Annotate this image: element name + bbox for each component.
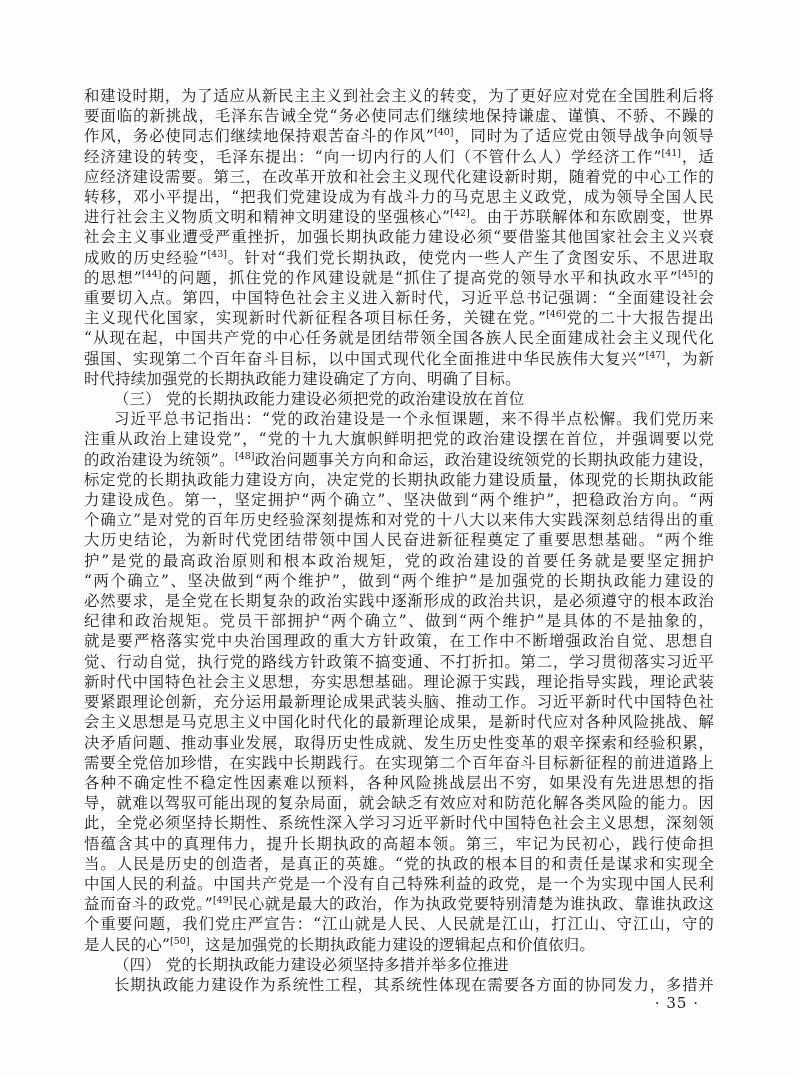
- text-line: 力建设成色。第一，坚定拥护“两个确立”、坚决做到“两个维护”，把稳政治方向。“两: [84, 491, 714, 510]
- text-line: 个重要问题，我们党庄严宣告：“江山就是人民、人民就是江山，打江山、守江山，守的: [84, 915, 714, 934]
- footnote-ref: [46]: [546, 309, 566, 321]
- footnote-ref: [50]: [170, 935, 190, 947]
- text-line: 的思想”[44]的问题，抓住党的作风建设就是“抓住了提高党的领导水平和执政水平”[45]的: [84, 268, 714, 287]
- text-line: 主义现代化国家，实现新时代新征程各项目标任务，关键在党。”[46]党的二十大报告提出: [84, 309, 714, 328]
- text-line: 就是要严格落实党中央治国理政的重大方针政策，在工作中不断增强政治自觉、思想自: [84, 632, 714, 651]
- text-line: 要紧跟理论创新，充分运用最新理论成果武装头脑、推动工作。习近平新时代中国特色社: [84, 693, 714, 712]
- text-line: 个确立”是对党的百年历史经验深刻提炼和对党的十八大以来伟大实践深刻总结得出的重: [84, 511, 714, 530]
- text-line: 注重从政治上建设党”，“党的十九大旗帜鲜明把党的政治建设摆在首位，并强调要以党: [84, 430, 714, 449]
- text-line: 中国人民的利益。中国共产党是一个没有自己特殊利益的政党，是一个为实现中国人民利: [84, 874, 714, 893]
- text-line: 会主义思想是马克思主义中国化时代化的最新理论成果，是新时代应对各种风险挑战、解: [84, 713, 714, 732]
- footnote-ref: [41]: [661, 147, 682, 159]
- footnote-ref: [43]: [207, 248, 227, 260]
- text-line: 护”是党的最高政治原则和根本政治规矩，党的政治建设的首要任务就是要坚定拥护: [84, 551, 714, 570]
- text-line: 标定党的长期执政能力建设方向，决定党的长期执政能力建设质量，体现党的长期执政能: [84, 470, 714, 489]
- footnote-ref: [45]: [677, 268, 698, 280]
- footnote-ref: [42]: [450, 208, 470, 220]
- text-line: 习近平总书记指出：“党的政治建设是一个永恒课题，来不得半点松懈。我们党历来: [114, 410, 714, 429]
- text-line: 当。人民是历史的创造者，是真正的英雄。“党的执政的根本目的和责任是谋求和实现全: [84, 854, 714, 873]
- text-line: 大历史结论，为新时代党团结带领中国人民奋进新征程奠定了重要思想基础。“两个维: [84, 531, 714, 550]
- article-body: [84, 86, 714, 995]
- text-line: 纪律和政治规矩。党员干部拥护“两个确立”、做到“两个维护”是具体的不是抽象的，: [84, 612, 714, 631]
- text-line: 强国、实现第二个百年奋斗目标，以中国式现代化全面推进中华民族伟大复兴”[47]，为新: [84, 349, 714, 368]
- text-line: “从现在起，中国共产党的中心任务就是团结带领全国各族人民全面建成社会主义现代化: [84, 329, 714, 348]
- text-line: 新时代中国特色社会主义思想，夯实思想基础。理论源于实践，理论指导实践，理论武装: [84, 672, 714, 691]
- text-line: 长期执政能力建设作为系统性工程，其系统性体现在需要各方面的协同发力，多措并: [114, 975, 714, 994]
- footnote-ref: [40]: [433, 127, 454, 139]
- text-line: 悟蕴含其中的真理伟力，提升长期执政的高超本领。第三，牢记为民初心，践行使命担: [84, 834, 714, 853]
- text-line: 导，就难以驾驭可能出现的复杂局面，就会缺乏有效应对和防范化解各类风险的能力。因: [84, 794, 714, 813]
- text-line: 进行社会主义物质文明和精神文明建设的坚强核心”[42]。由于苏联解体和东欧剧变，世界: [84, 208, 714, 227]
- section-heading: （四） 党的长期执政能力建设必须坚持多措并举多位推进: [114, 955, 509, 974]
- footnote-ref: [48]: [234, 450, 255, 462]
- text-line: 必然要求，是全党在长期复杂的政治实践中逐渐形成的政治共识，是必须遵守的根本政治: [84, 592, 714, 611]
- text-line: 益而奋斗的政党。”[49]民心就是最大的政治，作为执政党要特别清楚为谁执政、靠谁执政这: [84, 895, 714, 914]
- footnote-ref: [44]: [141, 268, 162, 280]
- text-line: 决矛盾问题、推动事业发展，取得历史性成就、发生历史性变革的艰辛探索和经验积累，: [84, 733, 714, 752]
- text-line: 是人民的心”[50]，这是加强党的长期执政能力建设的逻辑起点和价值依归。: [84, 935, 595, 954]
- text-line: 成败的历史经验”[43]。针对“我们党长期执政，使党内一些人产生了贪图安乐、不思进取: [84, 248, 715, 267]
- text-line: 的政治建设为统领”。[48]政治问题事关方向和命运，政治建设统领党的长期执政能力建设，: [84, 450, 714, 469]
- text-line: 此，全党必须坚持长期性、系统性深入学习习近平新时代中国特色社会主义思想，深刻领: [84, 814, 714, 833]
- text-line: 觉、行动自觉，执行党的路线方针政策不搞变通、不打折扣。第二，学习贯彻落实习近平: [84, 652, 714, 671]
- text-line: 作风，务必使同志们继续地保持艰苦奋斗的作风”[40]，同时为了适应党由领导战争向领导: [84, 127, 714, 146]
- text-line: 要面临的新挑战，毛泽东告诫全党“务必使同志们继续地保持谦虚、谨慎、不骄、不躁的: [84, 107, 714, 126]
- footnote-ref: [49]: [212, 895, 233, 906]
- text-line: “两个确立”、坚决做到“两个维护”，做到“两个维护”是加强党的长期执政能力建设的: [84, 571, 714, 590]
- text-line: 时代持续加强党的长期执政能力建设确定了方向、明确了目标。: [84, 369, 521, 388]
- section-heading: （三） 党的长期执政能力建设必须把党的政治建设放在首位: [114, 390, 525, 409]
- text-line: 社会主义事业遭受严重挫折，加强长期执政能力建设必须“要借鉴其他国家社会主义兴衰: [84, 228, 714, 247]
- text-line: 各种不确定性不稳定性因素难以预料，各种风险挑战层出不穷，如果没有先进思想的指: [84, 773, 714, 792]
- text-line: 应经济建设需要。第三，在改革开放和社会主义现代化建设新时期，随着党的中心工作的: [84, 167, 714, 186]
- text-line: 经济建设的转变，毛泽东提出：“向一切内行的人们（不管什么人）学经济工作”[41]，适: [84, 147, 715, 166]
- text-line: 重要切入点。第四，中国特色社会主义进入新时代，习近平总书记强调：“全面建设社会: [84, 289, 714, 308]
- text-line: 和建设时期，为了适应从新民主主义到社会主义的转变，为了更好应对党在全国胜利后将: [84, 87, 714, 105]
- page-number: · 35 ·: [654, 994, 699, 1012]
- text-line: 需要全党倍加珍惜，在实践中长期践行。在实现第二个百年奋斗目标新征程的前进道路上: [84, 753, 714, 772]
- footnote-ref: [47]: [645, 349, 666, 361]
- text-line: 转移，邓小平提出，“把我们党建设成为有战斗力的马克思主义政党，成为领导全国人民: [84, 188, 714, 207]
